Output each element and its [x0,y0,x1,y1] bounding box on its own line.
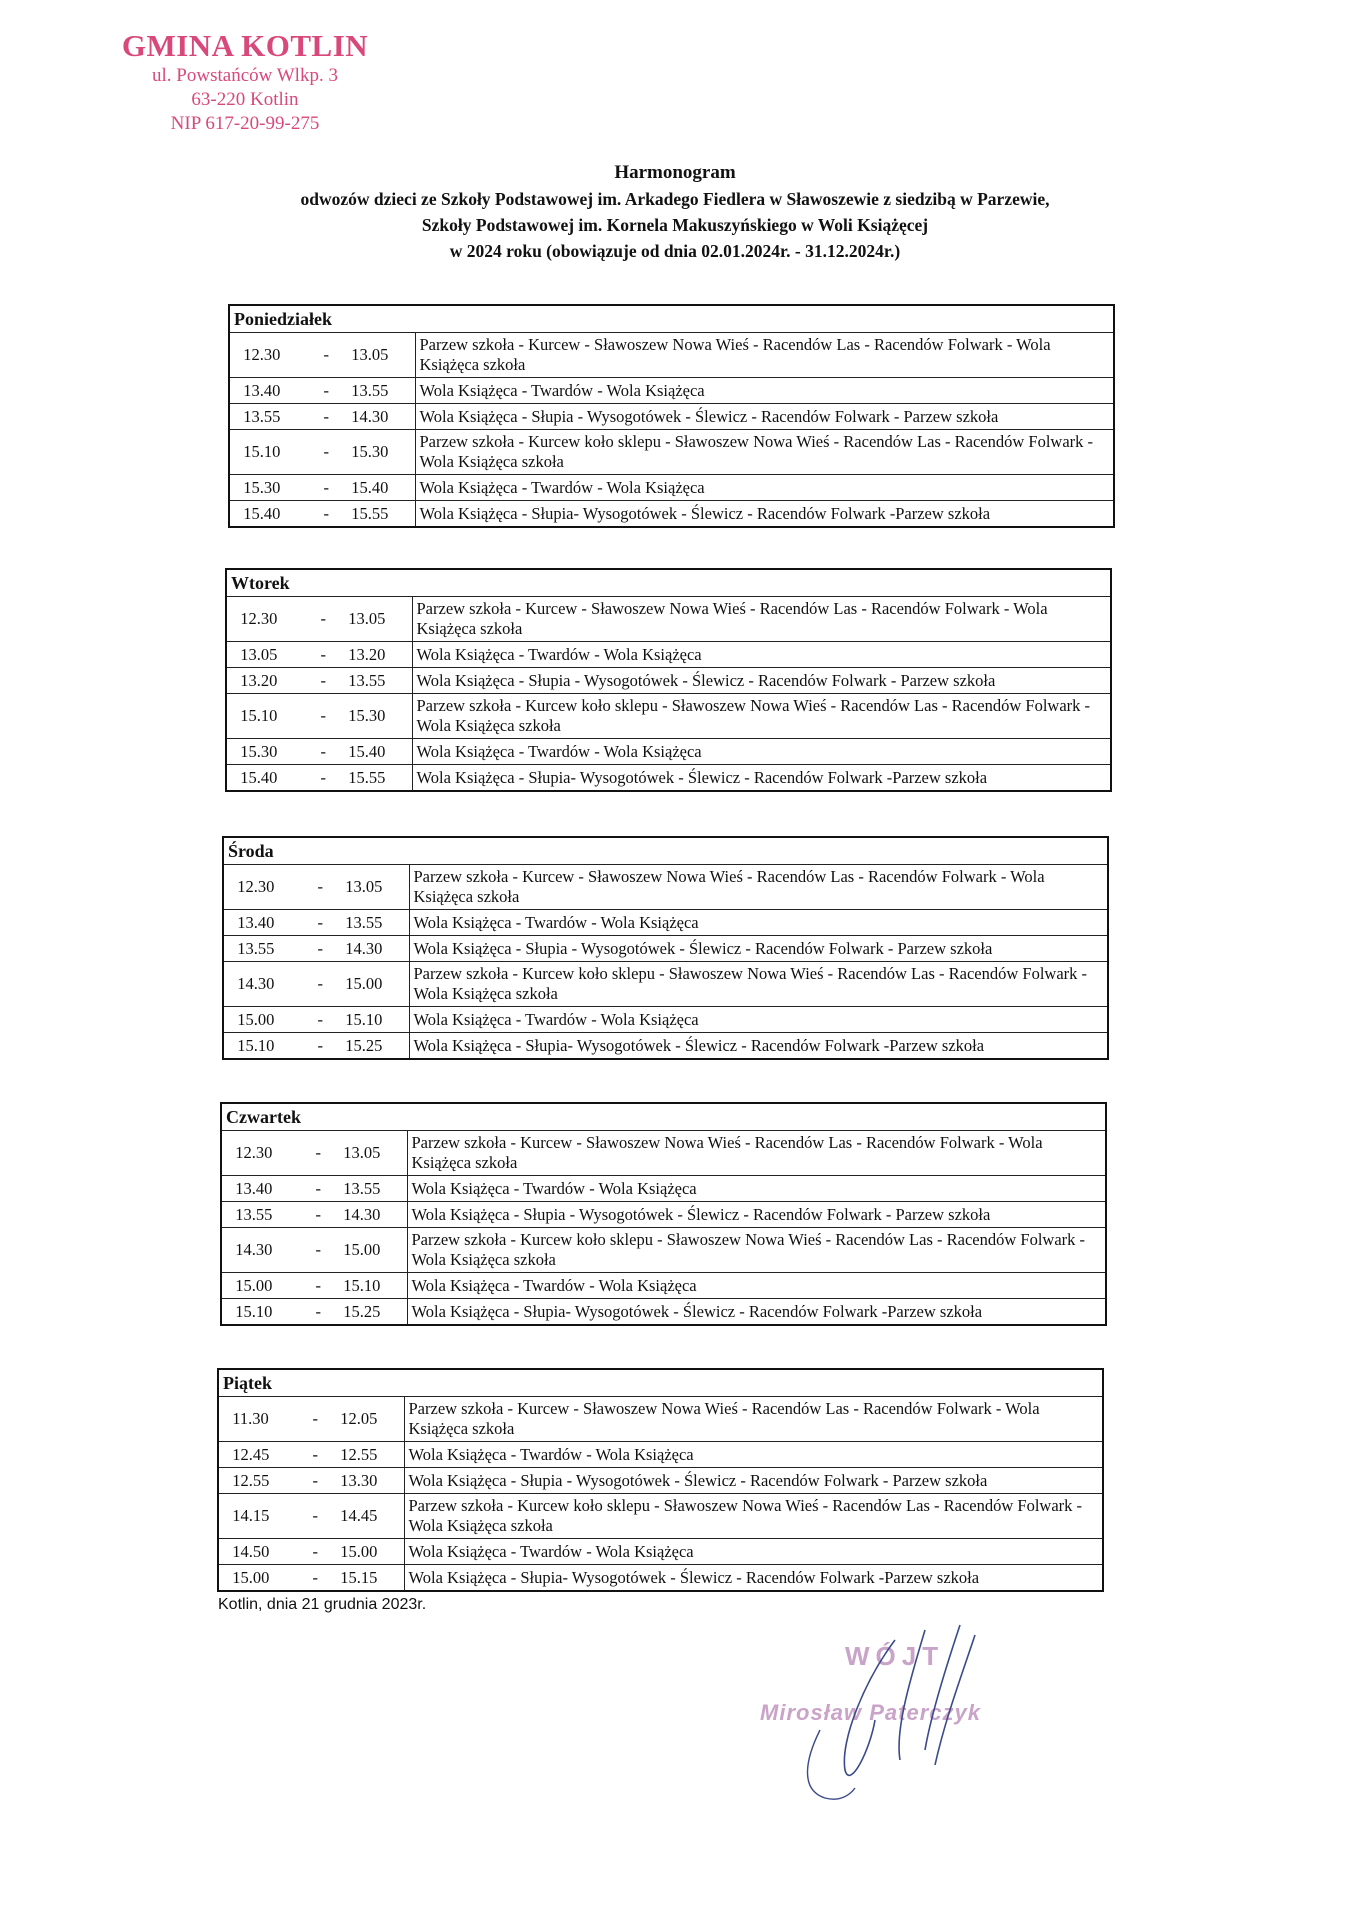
route-cell: Wola Książęca - Twardów - Wola Książęca [404,1442,1103,1468]
table-row [226,668,1111,694]
table-row [218,1442,1103,1468]
route-cell: Wola Książęca - Słupia- Wysogotówek - Ślewicz - Racendów Folwark -Parzew szkoła [404,1565,1103,1592]
departure-time: 13.55 [237,938,275,958]
time-separator: - [320,767,326,787]
table-row [226,694,1111,739]
signature-title: WÓJT [845,1641,945,1671]
route-cell: Wola Książęca - Słupia - Wysogotówek - Ślewicz - Racendów Folwark - Parzew szkoła [412,668,1111,694]
day-name: Środa [223,837,1108,865]
departure-time: 15.10 [235,1301,273,1321]
departure-time: 14.50 [232,1541,270,1561]
time-cell [223,962,409,1007]
arrival-time: 15.00 [343,1240,381,1259]
route-cell: Parzew szkoła - Kurcew - Sławoszew Nowa Wieś - Racendów Las - Racendów Folwark - Wola Książęca szkoła [412,597,1111,642]
stamp-nip: NIP 617-20-99-275 [170,113,320,134]
departure-time: 13.40 [237,912,275,932]
day-name: Wtorek [226,569,1111,597]
time-separator: - [323,477,329,497]
signature-stroke [808,1730,856,1799]
time-cell [221,1228,407,1273]
day-table [225,568,1112,792]
departure-time: 13.55 [243,406,281,426]
arrival-time: 14.30 [343,1204,381,1224]
time-cell [221,1299,407,1326]
footer-place-date: Kotlin, dnia 21 grudnia 2023r. [218,1596,427,1613]
route-cell: Wola Książęca - Twardów - Wola Książęca [409,1007,1108,1033]
route-cell: Wola Książęca - Słupia - Wysogotówek - Ślewicz - Racendów Folwark - Parzew szkoła [415,404,1114,430]
arrival-time: 15.30 [351,442,389,461]
route-cell: Parzew szkoła - Kurcew - Sławoszew Nowa Wieś - Racendów Las - Racendów Folwark - Wola Książęca szkoła [415,333,1114,378]
departure-time: 13.20 [240,670,278,690]
route-cell: Parzew szkoła - Kurcew koło sklepu - Sławoszew Nowa Wieś - Racendów Las - Racendów Folwark - Wola Książęca szkoła [409,962,1108,1007]
table-row [226,597,1111,642]
time-cell [223,936,409,962]
arrival-time: 13.05 [351,345,389,364]
time-cell [221,1176,407,1202]
departure-time: 15.00 [232,1567,270,1587]
departure-time: 14.15 [232,1506,270,1525]
day-name: Piątek [218,1369,1103,1397]
time-cell [221,1131,407,1176]
arrival-time: 15.40 [348,741,386,761]
time-separator: - [312,1409,318,1428]
header-line-2: Szkoły Podstawowej im. Kornela Makuszyńskiego w Woli Książęcej [421,215,929,235]
header-line-1: odwozów dzieci ze Szkoły Podstawowej im. Arkadego Fiedlera w Sławoszewie z siedzibą w Parzewie, [300,189,1050,209]
time-separator: - [315,1240,321,1259]
time-cell [229,501,415,528]
route-cell: Wola Książęca - Słupia- Wysogotówek - Ślewicz - Racendów Folwark -Parzew szkoła [407,1299,1106,1326]
municipality-stamp [95,28,395,136]
arrival-time: 14.30 [345,938,383,958]
document-header [150,160,1200,264]
route-cell: Wola Książęca - Twardów - Wola Książęca [407,1273,1106,1299]
table-row [226,642,1111,668]
day-table [220,1102,1107,1326]
arrival-time: 13.55 [348,670,386,690]
arrival-time: 15.30 [348,706,386,725]
table-row [226,739,1111,765]
route-cell: Wola Książęca - Twardów - Wola Książęca [409,910,1108,936]
table-row [221,1131,1106,1176]
route-cell: Parzew szkoła - Kurcew koło sklepu - Sławoszew Nowa Wieś - Racendów Las - Racendów Folwark - Wola Książęca szkoła [415,430,1114,475]
time-cell [223,1007,409,1033]
table-row [218,1397,1103,1442]
time-cell [218,1539,404,1565]
departure-time: 15.40 [240,767,278,787]
time-separator: - [317,877,323,896]
table-row [229,378,1114,404]
departure-time: 15.10 [237,1035,275,1055]
day-table [217,1368,1104,1592]
arrival-time: 15.25 [345,1035,383,1055]
table-row [229,430,1114,475]
table-row [229,333,1114,378]
arrival-time: 14.30 [351,406,389,426]
route-cell: Wola Książęca - Słupia- Wysogotówek - Ślewicz - Racendów Folwark -Parzew szkoła [412,765,1111,792]
departure-time: 12.30 [235,1143,273,1162]
time-separator: - [323,380,329,400]
time-separator: - [315,1204,321,1224]
table-row [229,501,1114,528]
departure-time: 15.10 [240,706,278,725]
departure-time: 13.05 [240,644,278,664]
time-cell [229,333,415,378]
table-row [223,865,1108,910]
table-row [223,910,1108,936]
time-separator: - [320,609,326,628]
route-cell: Wola Książęca - Twardów - Wola Książęca [412,642,1111,668]
time-separator: - [320,644,326,664]
table-row [221,1202,1106,1228]
time-separator: - [312,1470,318,1490]
arrival-time: 15.00 [345,974,383,993]
table-row [218,1468,1103,1494]
departure-time: 12.55 [232,1470,270,1490]
time-separator: - [317,912,323,932]
time-cell [218,1442,404,1468]
arrival-time: 15.15 [340,1567,378,1587]
route-cell: Parzew szkoła - Kurcew koło sklepu - Sławoszew Nowa Wieś - Racendów Las - Racendów Folwark - Wola Książęca szkoła [404,1494,1103,1539]
time-cell [226,694,412,739]
table-row [226,765,1111,792]
time-cell [218,1494,404,1539]
day-name: Poniedziałek [229,305,1114,333]
time-separator: - [323,503,329,523]
signature-name: Mirosław Paterczyk [760,1700,981,1725]
route-cell: Wola Książęca - Twardów - Wola Książęca [412,739,1111,765]
time-cell [229,378,415,404]
departure-time: 15.30 [243,477,281,497]
time-cell [229,475,415,501]
arrival-time: 12.05 [340,1409,378,1428]
arrival-time: 12.55 [340,1444,378,1464]
time-cell [226,642,412,668]
arrival-time: 15.40 [351,477,389,497]
departure-time: 12.30 [243,345,281,364]
arrival-time: 15.55 [348,767,386,787]
route-cell: Wola Książęca - Słupia - Wysogotówek - Ślewicz - Racendów Folwark - Parzew szkoła [404,1468,1103,1494]
arrival-time: 13.55 [345,912,383,932]
table-row [218,1565,1103,1592]
day-name: Czwartek [221,1103,1106,1131]
time-separator: - [315,1143,321,1162]
arrival-time: 13.20 [348,644,386,664]
arrival-time: 15.10 [345,1009,383,1029]
time-separator: - [312,1506,318,1525]
arrival-time: 13.55 [343,1178,381,1198]
route-cell: Parzew szkoła - Kurcew - Sławoszew Nowa Wieś - Racendów Las - Racendów Folwark - Wola Książęca szkoła [404,1397,1103,1442]
arrival-time: 15.10 [343,1275,381,1295]
departure-time: 15.30 [240,741,278,761]
route-cell: Wola Książęca - Twardów - Wola Książęca [415,475,1114,501]
time-separator: - [320,670,326,690]
time-cell [226,597,412,642]
time-cell [218,1397,404,1442]
table-row [221,1299,1106,1326]
departure-time: 12.30 [237,877,275,896]
arrival-time: 15.00 [340,1541,378,1561]
departure-time: 12.45 [232,1444,270,1464]
arrival-time: 13.05 [345,877,383,896]
departure-time: 15.00 [235,1275,273,1295]
route-cell: Wola Książęca - Twardów - Wola Książęca [415,378,1114,404]
table-row [223,1007,1108,1033]
route-cell: Wola Książęca - Słupia - Wysogotówek - Ślewicz - Racendów Folwark - Parzew szkoła [407,1202,1106,1228]
time-cell [226,739,412,765]
time-separator: - [323,442,329,461]
time-separator: - [315,1275,321,1295]
time-cell [218,1565,404,1592]
table-row [229,404,1114,430]
arrival-time: 14.45 [340,1506,378,1525]
table-row [221,1176,1106,1202]
route-cell: Parzew szkoła - Kurcew - Sławoszew Nowa Wieś - Racendów Las - Racendów Folwark - Wola Książęca szkoła [409,865,1108,910]
time-cell [223,910,409,936]
departure-time: 13.40 [243,380,281,400]
departure-time: 13.40 [235,1178,273,1198]
arrival-time: 13.55 [351,380,389,400]
time-cell [229,404,415,430]
departure-time: 13.55 [235,1204,273,1224]
table-row [223,1033,1108,1060]
arrival-time: 13.05 [348,609,386,628]
route-cell: Wola Książęca - Słupia - Wysogotówek - Ślewicz - Racendów Folwark - Parzew szkoła [409,936,1108,962]
time-separator: - [315,1178,321,1198]
time-cell [218,1468,404,1494]
time-separator: - [323,406,329,426]
route-cell: Wola Książęca - Słupia- Wysogotówek - Ślewicz - Racendów Folwark -Parzew szkoła [409,1033,1108,1060]
route-cell: Wola Książęca - Słupia- Wysogotówek - Ślewicz - Racendów Folwark -Parzew szkoła [415,501,1114,528]
departure-time: 15.40 [243,503,281,523]
time-separator: - [317,1009,323,1029]
time-separator: - [315,1301,321,1321]
departure-time: 11.30 [232,1409,269,1428]
document-title: Harmonogram [614,162,736,183]
time-cell [221,1202,407,1228]
time-separator: - [320,706,326,725]
time-cell [226,668,412,694]
time-separator: - [312,1567,318,1587]
departure-time: 15.10 [243,442,281,461]
stamp-city: 63-220 Kotlin [191,89,299,110]
stamp-address: ul. Powstańców Wlkp. 3 [152,65,338,86]
route-cell: Parzew szkoła - Kurcew koło sklepu - Sławoszew Nowa Wieś - Racendów Las - Racendów Folwark - Wola Książęca szkoła [412,694,1111,739]
time-cell [229,430,415,475]
time-separator: - [323,345,329,364]
stamp-name: GMINA KOTLIN [121,28,369,63]
time-cell [223,865,409,910]
route-cell: Parzew szkoła - Kurcew koło sklepu - Sławoszew Nowa Wieś - Racendów Las - Racendów Folwark - Wola Książęca szkoła [407,1228,1106,1273]
arrival-time: 15.25 [343,1301,381,1321]
table-row [229,475,1114,501]
table-row [218,1539,1103,1565]
table-row [221,1228,1106,1273]
arrival-time: 13.05 [343,1143,381,1162]
table-row [218,1494,1103,1539]
table-row [221,1273,1106,1299]
departure-time: 14.30 [237,974,275,993]
header-line-3: w 2024 roku (obowiązuje od dnia 02.01.2024r. - 31.12.2024r.) [449,241,901,261]
departure-time: 15.00 [237,1009,275,1029]
table-row [223,936,1108,962]
route-cell: Parzew szkoła - Kurcew - Sławoszew Nowa Wieś - Racendów Las - Racendów Folwark - Wola Książęca szkoła [407,1131,1106,1176]
arrival-time: 13.30 [340,1470,378,1490]
signature-stamp [745,1620,1065,1810]
table-row [223,962,1108,1007]
route-cell: Wola Książęca - Twardów - Wola Książęca [404,1539,1103,1565]
departure-time: 12.30 [240,609,278,628]
time-separator: - [317,1035,323,1055]
route-cell: Wola Książęca - Twardów - Wola Książęca [407,1176,1106,1202]
time-separator: - [317,974,323,993]
day-table [222,836,1109,1060]
time-separator: - [312,1444,318,1464]
day-table [228,304,1115,528]
time-cell [223,1033,409,1060]
time-cell [226,765,412,792]
time-separator: - [312,1541,318,1561]
arrival-time: 15.55 [351,503,389,523]
departure-time: 14.30 [235,1240,273,1259]
time-separator: - [320,741,326,761]
time-cell [221,1273,407,1299]
time-separator: - [317,938,323,958]
